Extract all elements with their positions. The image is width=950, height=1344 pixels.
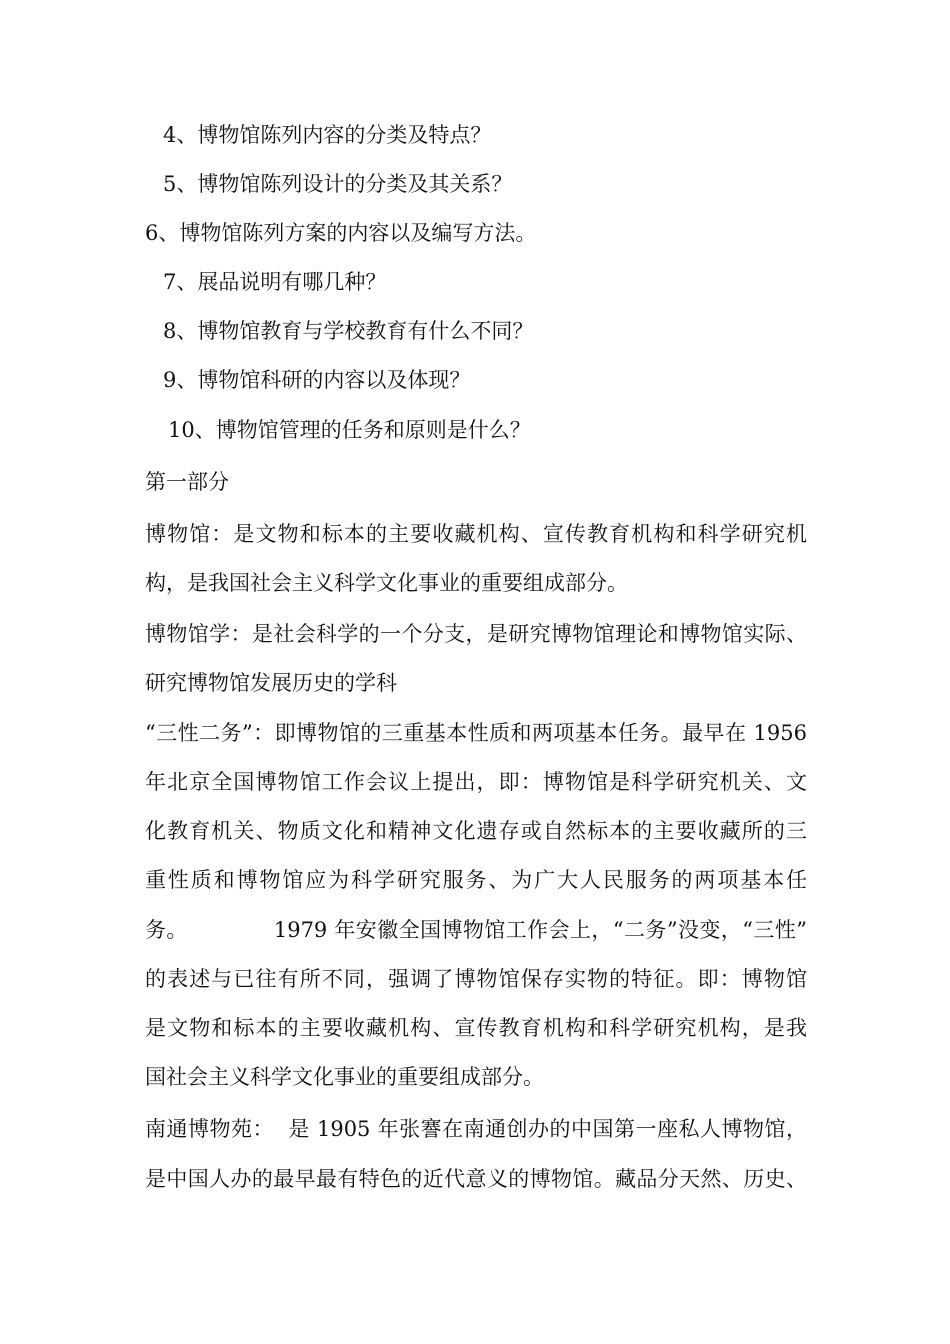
definition-three-two-line: 国社会主义科学文化事业的重要组成部分。 — [145, 1065, 544, 1089]
definition-museology-line: 研究博物馆发展历史的学科 — [145, 671, 397, 695]
definition-nantong-line: 是中国人办的最早最有特色的近代意义的博物馆。藏品分天然、历史、 — [145, 1167, 807, 1191]
definition-three-two-line: “三性二务”：即博物馆的三重基本性质和两项基本任务。最早在 1956 — [145, 721, 807, 745]
question-item: 7、展品说明有哪几种？ — [163, 270, 387, 294]
definition-three-two-end: 务。 — [145, 918, 188, 942]
question-item: 9、博物馆科研的内容以及体现？ — [163, 368, 471, 392]
question-item: 4、博物馆陈列内容的分类及特点？ — [163, 123, 492, 147]
question-item: 10、博物馆管理的任务和原则是什么？ — [168, 418, 531, 442]
definition-three-two-line: 年北京全国博物馆工作会议上提出，即：博物馆是科学研究机关、文 — [145, 770, 807, 794]
definition-nantong-text: 是 1905 年张謇在南通创办的中国第一座私人博物馆， — [288, 1117, 807, 1141]
question-item: 6、博物馆陈列方案的内容以及编写方法。 — [145, 221, 537, 245]
definition-three-two-line — [145, 906, 807, 955]
definition-three-two-line: 的表述与已往有所不同，强调了博物馆保存实物的特征。即：博物馆 — [145, 967, 807, 991]
definition-nantong-term: 南通博物苑： — [145, 1117, 274, 1141]
definition-three-two-line: 化教育机关、物质文化和精神文化遗存或自然标本的主要收藏所的三 — [145, 819, 807, 843]
definition-nantong-line — [145, 1105, 807, 1154]
question-item: 5、博物馆陈列设计的分类及其关系？ — [163, 172, 513, 196]
definition-museum-line: 博物馆：是文物和标本的主要收藏机构、宣传教育机构和科学研究机 — [145, 522, 807, 546]
definition-museology-line: 博物馆学：是社会科学的一个分支，是研究博物馆理论和博物馆实际、 — [145, 622, 807, 646]
definition-museum-line: 构，是我国社会主义科学文化事业的重要组成部分。 — [145, 571, 628, 595]
definition-three-two-1979: 1979 年安徽全国博物馆工作会上，“二务”没变，“三性” — [273, 918, 808, 942]
definition-three-two-line: 重性质和博物馆应为科学研究服务、为广大人民服务的两项基本任 — [145, 868, 807, 892]
section-title: 第一部分 — [145, 470, 229, 494]
definition-three-two-line: 是文物和标本的主要收藏机构、宣传教育机构和科学研究机构，是我 — [145, 1016, 807, 1040]
question-item: 8、博物馆教育与学校教育有什么不同？ — [163, 319, 534, 343]
